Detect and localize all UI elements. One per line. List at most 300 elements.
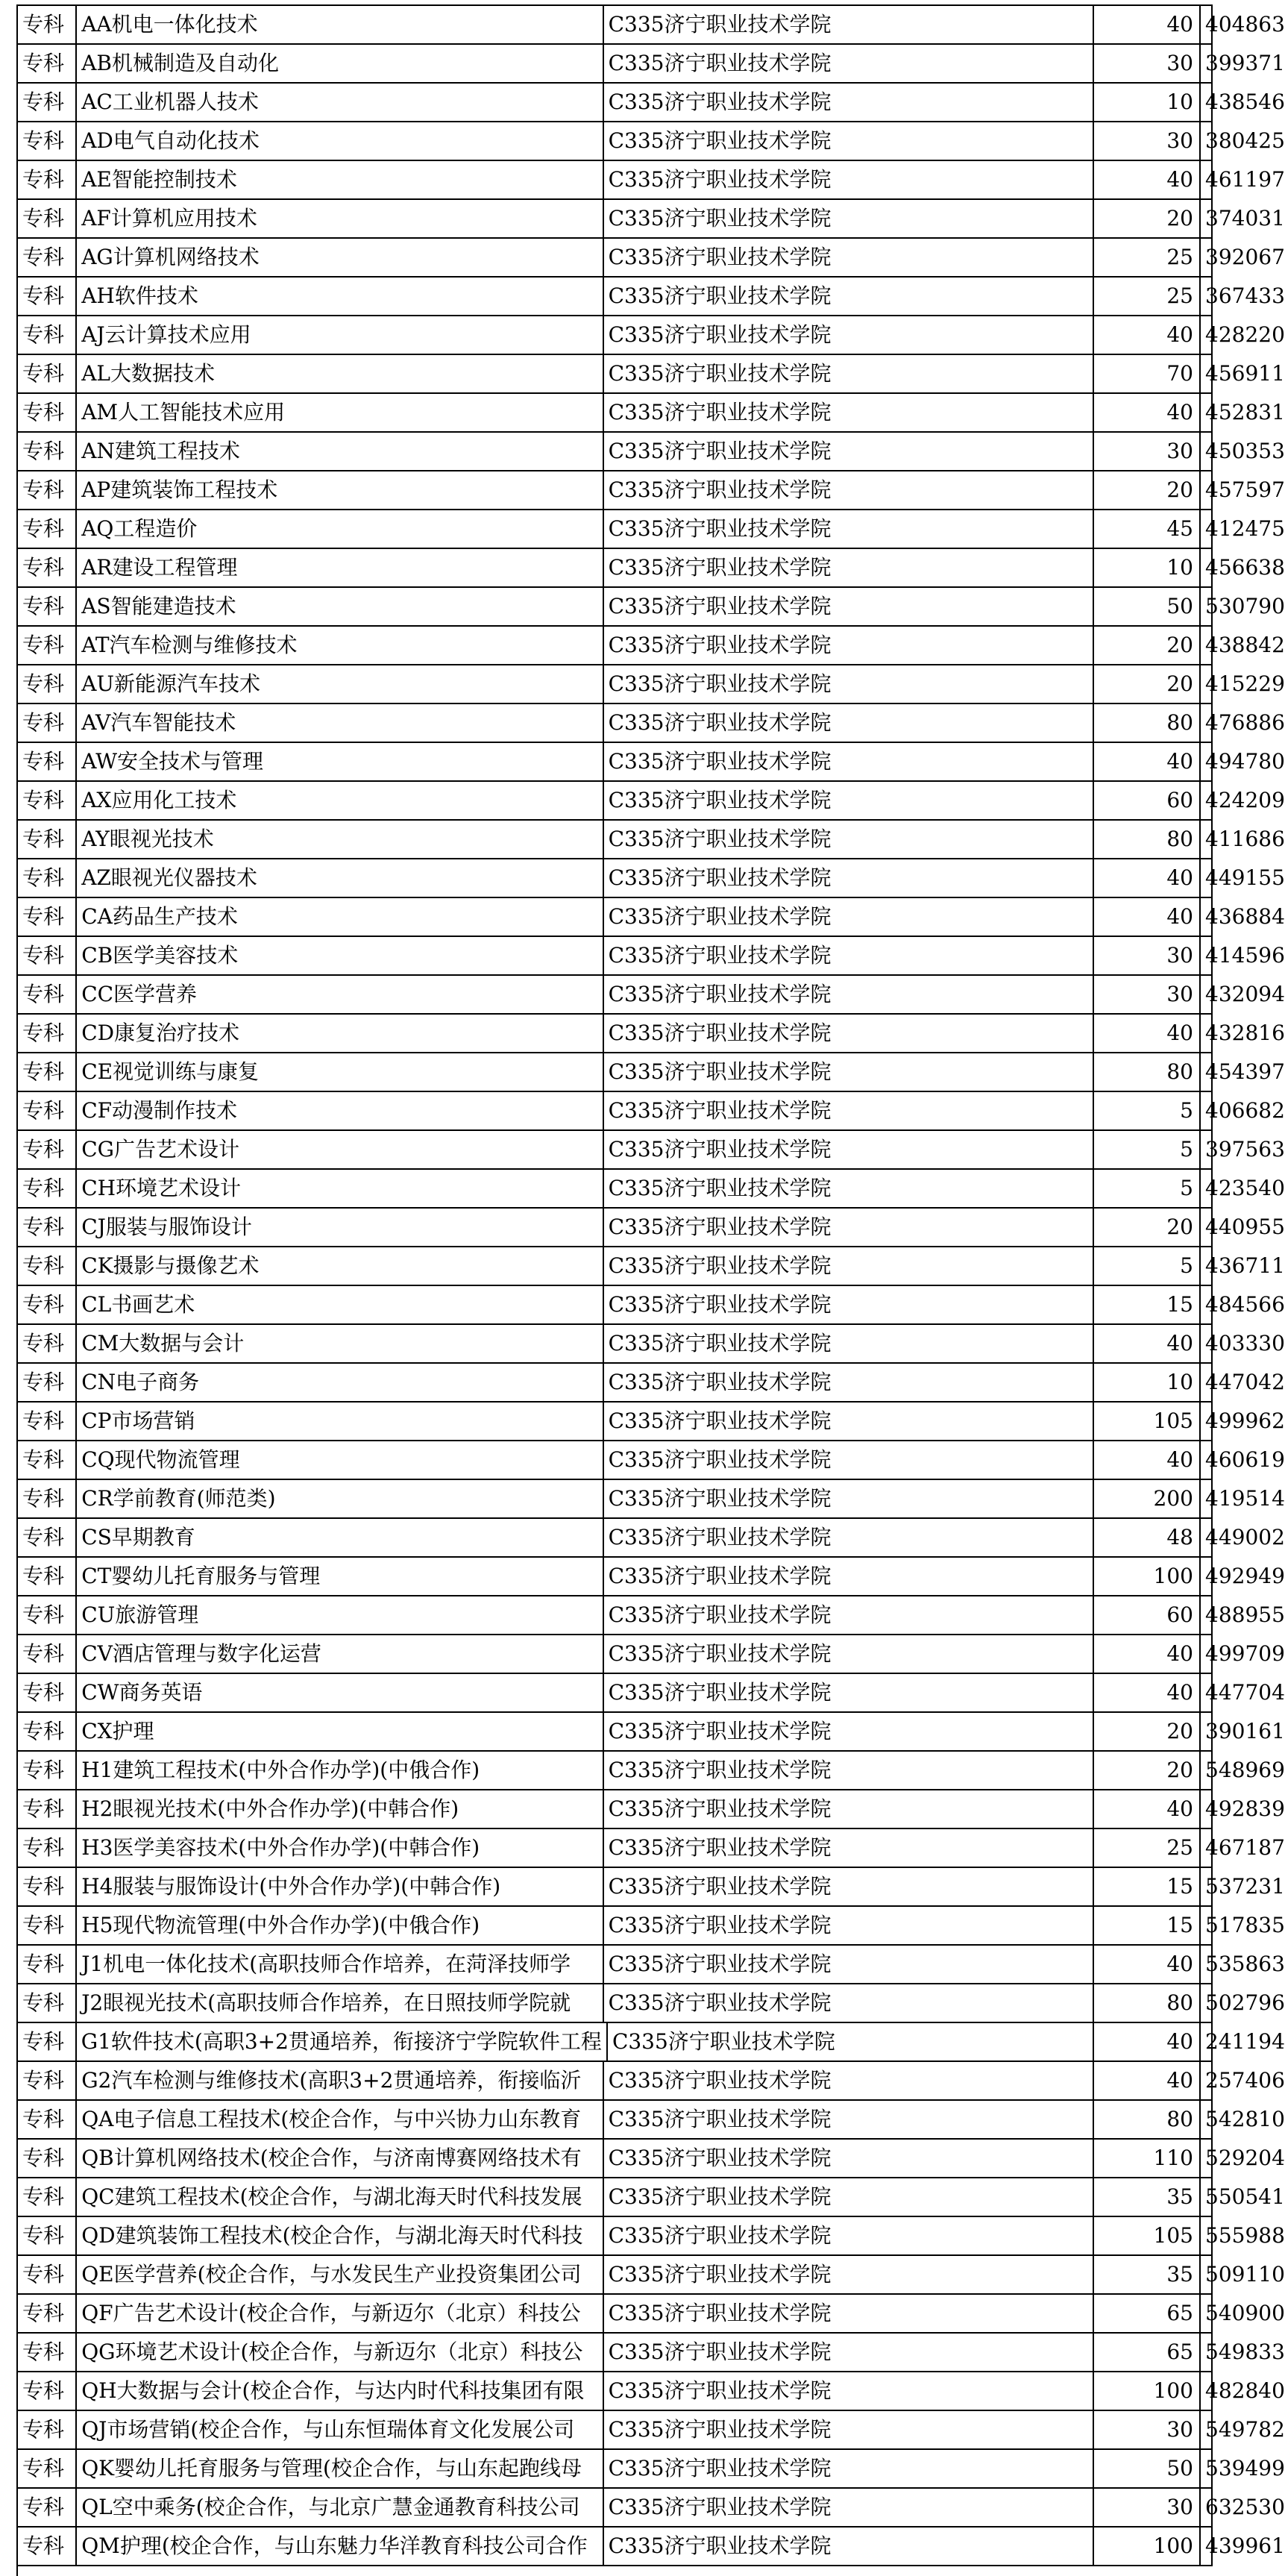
school-cell: C335济宁职业技术学院 [604, 2217, 1094, 2254]
level-cell: 专科 [18, 2140, 77, 2177]
major-cell: QC建筑工程技术(校企合作，与湖北海天时代科技发展 [77, 2178, 603, 2216]
min-rank-cell: 392067 [1201, 239, 1213, 276]
major-cell: CK摄影与摄像艺术 [77, 1247, 603, 1285]
major-cell: AY眼视光技术 [77, 821, 603, 858]
min-rank-cell: 456911 [1201, 355, 1213, 392]
major-cell: QF广告艺术设计(校企合作，与新迈尔（北京）科技公 [77, 2295, 603, 2332]
min-rank-cell: 456638 [1201, 549, 1213, 586]
level-cell: 专科 [18, 355, 77, 392]
major-cell: G2汽车检测与维修技术(高职3+2贯通培养，衔接临沂 [77, 2062, 603, 2099]
plan-count-cell: 5 [1094, 1170, 1201, 1207]
min-rank-cell: 374031 [1201, 200, 1213, 237]
table-row [18, 1984, 1285, 2023]
min-rank-cell: 537231 [1201, 1868, 1213, 1905]
level-cell: 专科 [18, 2023, 77, 2061]
min-rank-cell: 403330 [1201, 1325, 1213, 1362]
level-cell: 专科 [18, 2411, 77, 2448]
level-cell: 专科 [18, 1519, 77, 1556]
plan-count-cell: 50 [1094, 588, 1201, 625]
level-cell: 专科 [18, 2217, 77, 2254]
school-cell: C335济宁职业技术学院 [604, 1713, 1094, 1750]
major-cell: AU新能源汽车技术 [77, 665, 603, 703]
table-row [18, 394, 1285, 433]
min-rank-cell: 452831 [1201, 394, 1213, 431]
table-row [18, 2411, 1285, 2450]
school-cell: C335济宁职业技术学院 [604, 1829, 1094, 1867]
major-cell: J1机电一体化技术(高职技师合作培养，在菏泽技师学 [77, 1946, 603, 1983]
level-cell: 专科 [18, 6, 77, 43]
major-cell: CV酒店管理与数字化运营 [77, 1635, 603, 1673]
school-cell: C335济宁职业技术学院 [604, 627, 1094, 664]
table-row [18, 6, 1285, 45]
min-rank-cell: 509110 [1201, 2256, 1213, 2293]
school-cell: C335济宁职业技术学院 [604, 510, 1094, 548]
min-rank-cell: 494780 [1201, 743, 1213, 780]
table-row [18, 471, 1285, 510]
level-cell: 专科 [18, 898, 77, 936]
major-cell: H2眼视光技术(中外合作办学)(中韩合作) [77, 1790, 603, 1828]
school-cell: C335济宁职业技术学院 [604, 471, 1094, 509]
plan-count-cell: 20 [1094, 1713, 1201, 1750]
level-cell: 专科 [18, 161, 77, 198]
plan-count-cell: 20 [1094, 200, 1201, 237]
plan-count-cell: 40 [1094, 1635, 1201, 1673]
level-cell: 专科 [18, 510, 77, 548]
level-cell: 专科 [18, 704, 77, 742]
plan-count-cell: 80 [1094, 704, 1201, 742]
table-row [18, 1441, 1285, 1480]
plan-count-cell: 25 [1094, 1829, 1201, 1867]
plan-count-cell: 25 [1094, 239, 1201, 276]
min-rank-cell: 257406 [1201, 2062, 1213, 2099]
table-row [18, 2450, 1285, 2489]
school-cell: C335济宁职业技术学院 [604, 859, 1094, 897]
plan-count-cell: 65 [1094, 2295, 1201, 2332]
min-rank-cell: 548969 [1201, 1752, 1213, 1789]
plan-count-cell: 48 [1094, 1519, 1201, 1556]
level-cell: 专科 [18, 2528, 77, 2565]
level-cell: 专科 [18, 588, 77, 625]
plan-count-cell: 35 [1094, 2178, 1201, 2216]
plan-count-cell: 20 [1094, 627, 1201, 664]
level-cell: 专科 [18, 1946, 77, 1983]
level-cell: 专科 [18, 471, 77, 509]
school-cell: C335济宁职业技术学院 [604, 1247, 1094, 1285]
table-row [18, 161, 1285, 200]
min-rank-cell: 632530 [1201, 2489, 1213, 2526]
major-cell: CE视觉训练与康复 [77, 1053, 603, 1091]
plan-count-cell: 100 [1094, 2528, 1201, 2565]
major-cell: QJ市场营销(校企合作，与山东恒瑞体育文化发展公司 [77, 2411, 603, 2448]
major-cell: CD康复治疗技术 [77, 1015, 603, 1052]
school-cell: C335济宁职业技术学院 [604, 1596, 1094, 1634]
major-cell: AP建筑装饰工程技术 [77, 471, 603, 509]
plan-count-cell: 15 [1094, 1907, 1201, 1944]
table-row [18, 704, 1285, 743]
major-cell: AV汽车智能技术 [77, 704, 603, 742]
min-rank-cell: 484566 [1201, 1286, 1213, 1323]
plan-count-cell: 50 [1094, 2450, 1201, 2487]
school-cell: C335济宁职业技术学院 [604, 665, 1094, 703]
school-cell: C335济宁职业技术学院 [604, 782, 1094, 819]
plan-count-cell: 40 [1094, 1674, 1201, 1711]
level-cell: 专科 [18, 1131, 77, 1168]
major-cell: CF动漫制作技术 [77, 1092, 603, 1129]
table-row [18, 1635, 1285, 1674]
table-row [18, 1558, 1285, 1596]
min-rank-cell: 549782 [1201, 2411, 1213, 2448]
min-rank-cell: 423540 [1201, 1170, 1213, 1207]
level-cell: 专科 [18, 1674, 77, 1711]
school-cell: C335济宁职业技术学院 [604, 937, 1094, 974]
school-cell: C335济宁职业技术学院 [604, 549, 1094, 586]
plan-count-cell: 30 [1094, 2411, 1201, 2448]
min-rank-cell: 530790 [1201, 588, 1213, 625]
level-cell: 专科 [18, 200, 77, 237]
level-cell: 专科 [18, 1868, 77, 1905]
school-cell: C335济宁职业技术学院 [604, 704, 1094, 742]
plan-count-cell: 15 [1094, 1286, 1201, 1323]
table-row [18, 2334, 1285, 2372]
school-cell: C335济宁职业技术学院 [604, 2334, 1094, 2371]
table-row [18, 1325, 1285, 1364]
plan-count-cell: 20 [1094, 1209, 1201, 1246]
major-cell: CG广告艺术设计 [77, 1131, 603, 1168]
school-cell: C335济宁职业技术学院 [604, 433, 1094, 470]
plan-count-cell: 30 [1094, 2489, 1201, 2526]
plan-count-cell: 30 [1094, 937, 1201, 974]
plan-count-cell: 20 [1094, 1752, 1201, 1789]
level-cell: 专科 [18, 1829, 77, 1867]
school-cell: C335济宁职业技术学院 [604, 2062, 1094, 2099]
min-rank-cell: 517835 [1201, 1907, 1213, 1944]
major-cell: CL书画艺术 [77, 1286, 603, 1323]
level-cell: 专科 [18, 1984, 77, 2022]
min-rank-cell: 450353 [1201, 433, 1213, 470]
min-rank-cell: 550541 [1201, 2178, 1213, 2216]
plan-count-cell: 35 [1094, 2256, 1201, 2293]
major-cell: J2眼视光技术(高职技师合作培养，在日照技师学院就 [77, 1984, 603, 2022]
level-cell: 专科 [18, 45, 77, 82]
level-cell: 专科 [18, 859, 77, 897]
table-row [18, 937, 1285, 976]
min-rank-cell: 488955 [1201, 1596, 1213, 1634]
school-cell: C335济宁职业技术学院 [604, 2411, 1094, 2448]
table-row [18, 782, 1285, 821]
min-rank-cell: 412475 [1201, 510, 1213, 548]
level-cell: 专科 [18, 2334, 77, 2371]
level-cell: 专科 [18, 1907, 77, 1944]
level-cell: 专科 [18, 627, 77, 664]
major-cell: AC工业机器人技术 [77, 84, 603, 121]
min-rank-cell: 535863 [1201, 1946, 1213, 1983]
major-cell: AJ云计算技术应用 [77, 316, 603, 354]
min-rank-cell: 555988 [1201, 2217, 1213, 2254]
major-cell: CM大数据与会计 [77, 1325, 603, 1362]
min-rank-cell: 499709 [1201, 1635, 1213, 1673]
table-row [18, 239, 1285, 278]
plan-count-cell: 30 [1094, 976, 1201, 1013]
plan-count-cell: 80 [1094, 1984, 1201, 2022]
min-rank-cell: 436884 [1201, 898, 1213, 936]
plan-count-cell: 110 [1094, 2140, 1201, 2177]
table-row [18, 2140, 1285, 2178]
major-cell: CR学前教育(师范类) [77, 1480, 603, 1517]
min-rank-cell: 432816 [1201, 1015, 1213, 1052]
level-cell: 专科 [18, 1713, 77, 1750]
major-cell: CH环境艺术设计 [77, 1170, 603, 1207]
major-cell: CS早期教育 [77, 1519, 603, 1556]
plan-count-cell: 100 [1094, 2372, 1201, 2410]
table-row [18, 1170, 1285, 1209]
plan-count-cell: 105 [1094, 2217, 1201, 2254]
major-cell: CX护理 [77, 1713, 603, 1750]
school-cell: C335济宁职业技术学院 [604, 6, 1094, 43]
min-rank-cell: 447042 [1201, 1364, 1213, 1401]
min-rank-cell: 390161 [1201, 1713, 1213, 1750]
school-cell: C335济宁职业技术学院 [604, 1984, 1094, 2022]
plan-count-cell: 40 [1094, 898, 1201, 936]
major-cell: G1软件技术(高职3+2贯通培养，衔接济宁学院软件工程 [77, 2023, 608, 2061]
min-rank-cell: 380425 [1201, 122, 1213, 160]
table-row [18, 1015, 1285, 1053]
plan-count-cell: 10 [1094, 549, 1201, 586]
level-cell: 专科 [18, 2256, 77, 2293]
level-cell: 专科 [18, 2372, 77, 2410]
school-cell: C335济宁职业技术学院 [604, 1325, 1094, 1362]
min-rank-cell: 467187 [1201, 1829, 1213, 1867]
level-cell: 专科 [18, 278, 77, 315]
school-cell: C335济宁职业技术学院 [604, 821, 1094, 858]
school-cell: C335济宁职业技术学院 [604, 239, 1094, 276]
plan-count-cell: 20 [1094, 665, 1201, 703]
plan-count-cell: 40 [1094, 1790, 1201, 1828]
min-rank-cell: 461197 [1201, 161, 1213, 198]
major-cell: CA药品生产技术 [77, 898, 603, 936]
school-cell: C335济宁职业技术学院 [604, 84, 1094, 121]
plan-count-cell: 40 [1094, 743, 1201, 780]
major-cell: AD电气自动化技术 [77, 122, 603, 160]
school-cell: C335济宁职业技术学院 [608, 2023, 1095, 2061]
major-cell: AZ眼视光仪器技术 [77, 859, 603, 897]
table-row [18, 1829, 1285, 1868]
plan-count-cell: 200 [1094, 1480, 1201, 1517]
major-cell: CQ现代物流管理 [77, 1441, 603, 1479]
table-row [18, 743, 1285, 782]
min-rank-cell: 449002 [1201, 1519, 1213, 1556]
min-rank-cell: 449155 [1201, 859, 1213, 897]
min-rank-cell: 549833 [1201, 2334, 1213, 2371]
major-cell: CC医学营养 [77, 976, 603, 1013]
plan-count-cell: 30 [1094, 122, 1201, 160]
school-cell: C335济宁职业技术学院 [604, 1480, 1094, 1517]
level-cell: 专科 [18, 2101, 77, 2138]
plan-count-cell: 40 [1094, 2062, 1201, 2099]
min-rank-cell: 482840 [1201, 2372, 1213, 2410]
table-row [18, 859, 1285, 898]
table-row [18, 1480, 1285, 1519]
min-rank-cell: 539499 [1201, 2450, 1213, 2487]
plan-count-cell: 40 [1094, 316, 1201, 354]
table-row [18, 2062, 1285, 2101]
plan-count-cell: 65 [1094, 2334, 1201, 2371]
min-rank-cell: 476886 [1201, 704, 1213, 742]
school-cell: C335济宁职业技术学院 [604, 2140, 1094, 2177]
level-cell: 专科 [18, 2295, 77, 2332]
min-rank-cell: 438842 [1201, 627, 1213, 664]
min-rank-cell: 492839 [1201, 1790, 1213, 1828]
school-cell: C335济宁职业技术学院 [604, 1053, 1094, 1091]
school-cell: C335济宁职业技术学院 [604, 1519, 1094, 1556]
school-cell: C335济宁职业技术学院 [604, 355, 1094, 392]
school-cell: C335济宁职业技术学院 [604, 2450, 1094, 2487]
school-cell: C335济宁职业技术学院 [604, 2295, 1094, 2332]
min-rank-cell: 457597 [1201, 471, 1213, 509]
school-cell: C335济宁职业技术学院 [604, 1635, 1094, 1673]
min-rank-cell: 492949 [1201, 1558, 1213, 1595]
min-rank-cell: 438546 [1201, 84, 1213, 121]
min-rank-cell: 411686 [1201, 821, 1213, 858]
school-cell: C335济宁职业技术学院 [604, 45, 1094, 82]
min-rank-cell: 432094 [1201, 976, 1213, 1013]
min-rank-cell: 502796 [1201, 1984, 1213, 2022]
major-cell: QB计算机网络技术(校企合作，与济南博赛网络技术有 [77, 2140, 603, 2177]
min-rank-cell: 439961 [1201, 2528, 1213, 2565]
min-rank-cell: 406682 [1201, 1092, 1213, 1129]
min-rank-cell: 529204 [1201, 2140, 1213, 2177]
school-cell: C335济宁职业技术学院 [604, 2101, 1094, 2138]
major-cell: AE智能控制技术 [77, 161, 603, 198]
min-rank-cell: 414596 [1201, 937, 1213, 974]
major-cell: QL空中乘务(校企合作，与北京广慧金通教育科技公司 [77, 2489, 603, 2526]
table-row [18, 1092, 1285, 1131]
level-cell: 专科 [18, 549, 77, 586]
plan-count-cell: 60 [1094, 1596, 1201, 1634]
table-row [18, 1209, 1285, 1247]
min-rank-cell: 415229 [1201, 665, 1213, 703]
min-rank-cell: 241194 [1201, 2023, 1213, 2061]
table-row [18, 2256, 1285, 2295]
table-row [18, 976, 1285, 1015]
major-cell: QD建筑装饰工程技术(校企合作，与湖北海天时代科技 [77, 2217, 603, 2254]
level-cell: 专科 [18, 1247, 77, 1285]
plan-count-cell: 25 [1094, 278, 1201, 315]
level-cell: 专科 [18, 1558, 77, 1595]
plan-count-cell: 40 [1094, 6, 1201, 43]
table-row [18, 1674, 1285, 1713]
table-row [18, 1946, 1285, 1984]
table-row [18, 510, 1285, 549]
school-cell: C335济宁职业技术学院 [604, 1752, 1094, 1789]
min-rank-cell: 447704 [1201, 1674, 1213, 1711]
table-row [18, 2528, 1285, 2566]
plan-count-cell: 20 [1094, 471, 1201, 509]
table-row [18, 2101, 1285, 2140]
min-rank-cell: 399371 [1201, 45, 1213, 82]
plan-count-cell: 5 [1094, 1092, 1201, 1129]
table-row [18, 1596, 1285, 1635]
major-cell: AT汽车检测与维修技术 [77, 627, 603, 664]
table-row [18, 588, 1285, 627]
table-row [18, 1053, 1285, 1092]
plan-count-cell: 40 [1094, 394, 1201, 431]
level-cell: 专科 [18, 1286, 77, 1323]
min-rank-cell: 460619 [1201, 1441, 1213, 1479]
school-cell: C335济宁职业技术学院 [604, 122, 1094, 160]
major-cell: QE医学营养(校企合作，与水发民生产业投资集团公司 [77, 2256, 603, 2293]
min-rank-cell: 424209 [1201, 782, 1213, 819]
table-row [18, 1752, 1285, 1790]
table-row [18, 549, 1285, 588]
min-rank-cell: 419514 [1201, 1480, 1213, 1517]
min-rank-cell: 367433 [1201, 278, 1213, 315]
major-cell: AF计算机应用技术 [77, 200, 603, 237]
major-cell: AA机电一体化技术 [77, 6, 603, 43]
plan-count-cell: 5 [1094, 1131, 1201, 1168]
table-row [18, 1790, 1285, 1829]
min-rank-cell: 436711 [1201, 1247, 1213, 1285]
major-cell: QG环境艺术设计(校企合作，与新迈尔（北京）科技公 [77, 2334, 603, 2371]
school-cell: C335济宁职业技术学院 [604, 976, 1094, 1013]
level-cell: 专科 [18, 1053, 77, 1091]
table-row [18, 355, 1285, 394]
major-cell: AN建筑工程技术 [77, 433, 603, 470]
level-cell: 专科 [18, 1209, 77, 1246]
table-row [18, 2178, 1285, 2217]
admission-plan-table [16, 4, 1285, 2576]
major-cell: AM人工智能技术应用 [77, 394, 603, 431]
school-cell: C335济宁职业技术学院 [604, 1092, 1094, 1129]
plan-count-cell: 60 [1094, 782, 1201, 819]
major-cell: QK婴幼儿托育服务与管理(校企合作，与山东起跑线母 [77, 2450, 603, 2487]
plan-count-cell: 80 [1094, 1053, 1201, 1091]
school-cell: C335济宁职业技术学院 [604, 394, 1094, 431]
table-row [18, 1907, 1285, 1946]
school-cell: C335济宁职业技术学院 [604, 200, 1094, 237]
table-row [18, 2217, 1285, 2256]
school-cell: C335济宁职业技术学院 [604, 2178, 1094, 2216]
school-cell: C335济宁职业技术学院 [604, 2372, 1094, 2410]
level-cell: 专科 [18, 2450, 77, 2487]
school-cell: C335济宁职业技术学院 [604, 1286, 1094, 1323]
level-cell: 专科 [18, 976, 77, 1013]
school-cell: C335济宁职业技术学院 [604, 1790, 1094, 1828]
level-cell: 专科 [18, 1480, 77, 1517]
major-cell: AW安全技术与管理 [77, 743, 603, 780]
school-cell: C335济宁职业技术学院 [604, 2256, 1094, 2293]
plan-count-cell: 40 [1094, 859, 1201, 897]
major-cell: CP市场营销 [77, 1403, 603, 1440]
school-cell: C335济宁职业技术学院 [604, 1907, 1094, 1944]
level-cell: 专科 [18, 1015, 77, 1052]
plan-count-cell: 10 [1094, 1364, 1201, 1401]
plan-count-cell: 10 [1094, 84, 1201, 121]
school-cell: C335济宁职业技术学院 [604, 316, 1094, 354]
min-rank-cell: 397563 [1201, 1131, 1213, 1168]
level-cell: 专科 [18, 316, 77, 354]
level-cell: 专科 [18, 2489, 77, 2526]
table-row [18, 1247, 1285, 1286]
table-row [18, 2489, 1285, 2528]
table-row [18, 1868, 1285, 1907]
major-cell: CU旅游管理 [77, 1596, 603, 1634]
major-cell: CB医学美容技术 [77, 937, 603, 974]
major-cell: CW商务英语 [77, 1674, 603, 1711]
min-rank-cell: 542810 [1201, 2101, 1213, 2138]
major-cell: QH大数据与会计(校企合作，与达内时代科技集团有限 [77, 2372, 603, 2410]
min-rank-cell: 428220 [1201, 316, 1213, 354]
plan-count-cell: 40 [1094, 2023, 1201, 2061]
